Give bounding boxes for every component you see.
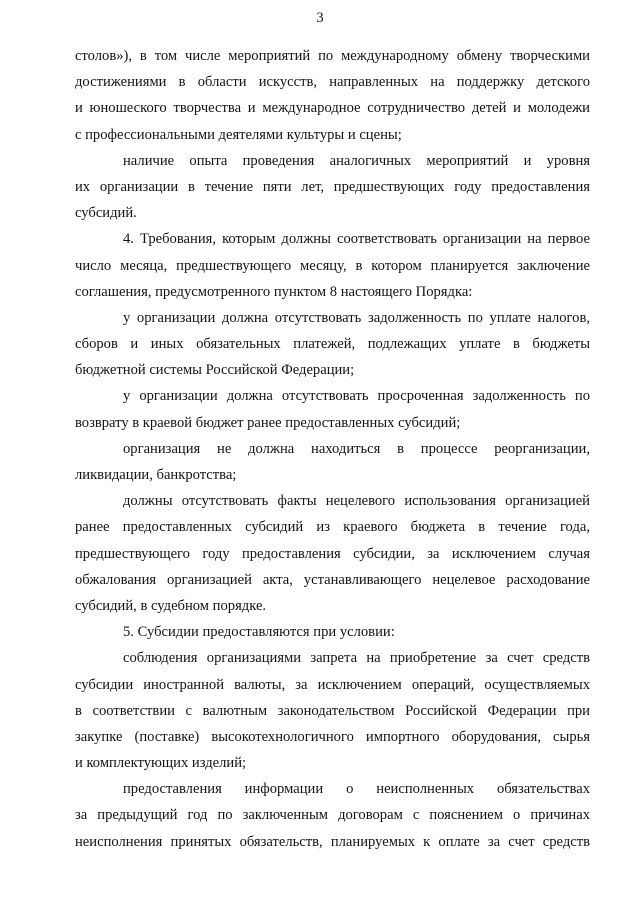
paragraph (75, 305, 590, 384)
text-line: сборов и иных обязательных платежей, подлежащих уплате в бюджеты (75, 336, 590, 353)
paragraph (75, 776, 590, 855)
text-line: 5. Субсидии предоставляются при условии: (123, 624, 395, 641)
text-line: ликвидации, банкротства; (75, 467, 237, 483)
paragraph (75, 488, 590, 619)
text-line: с профессиональными деятелями культуры и сцены; (75, 126, 402, 143)
text-line: и юношеского творчества и международное сотрудничество детей и молодежи (75, 100, 590, 117)
text-line: обжалования организацией акта, устанавливающего нецелевое расходование (75, 571, 590, 588)
text-line: предшествующего году предоставления субсидии, за исключением случая (75, 545, 590, 562)
text-line: организация не должна находиться в процессе реорганизации, (123, 440, 590, 457)
text-line: столов»), в том числе мероприятий по международному обмену творческими (75, 48, 590, 64)
text-line: достижениями в области искусств, направленных на поддержку детского (75, 74, 590, 91)
paragraph (75, 148, 590, 227)
text-line: субсидии иностранной валюты, за исключением операций, осуществляемых (75, 676, 590, 693)
paragraph (75, 383, 590, 435)
text-line: закупке (поставке) высокотехнологичного импортного оборудования, сырья (75, 728, 590, 745)
text-line: возврату в краевой бюджет ранее предоставленных субсидий; (75, 414, 461, 431)
page-number: 3 (316, 10, 324, 26)
text-line: соблюдения организациями запрета на приобретение за счет средств (123, 650, 590, 667)
text-line: ранее предоставленных субсидий из краевого бюджета в течение года, (75, 519, 590, 536)
paragraph (75, 645, 590, 776)
text-line: соглашения, предусмотренного пунктом 8 настоящего Порядка: (75, 283, 473, 300)
text-line: субсидий, в судебном порядке. (75, 597, 267, 614)
text-line: число месяца, предшествующего месяцу, в котором планируется заключение (75, 257, 590, 274)
text-line: предоставления информации о неисполненных обязательствах (123, 781, 590, 798)
text-line: и комплектующих изделий; (75, 755, 247, 772)
text-line: должны отсутствовать факты нецелевого использования организацией (123, 493, 590, 510)
text-line: неисполнения принятых обязательств, планируемых к оплате за счет средств (75, 833, 590, 850)
document-body (75, 43, 590, 855)
text-line: у организации должна отсутствовать просроченная задолженность по (123, 388, 590, 405)
text-line: наличие опыта проведения аналогичных мероприятий и уровня (123, 152, 590, 169)
text-line: у организации должна отсутствовать задолженность по уплате налогов, (123, 309, 590, 326)
paragraph (75, 43, 590, 148)
text-line: их организации в течение пяти лет, предшествующих году предоставления (75, 178, 590, 195)
paragraph (75, 226, 590, 305)
text-line: в соответствии с валютным законодательством Российской Федерации при (75, 702, 590, 719)
text-line: за предыдущий год по заключенным договорам с пояснением о причинах (75, 807, 590, 824)
paragraph (75, 436, 590, 488)
paragraph (75, 619, 590, 645)
text-line: бюджетной системы Российской Федерации; (75, 362, 355, 379)
text-line: субсидий. (75, 205, 137, 222)
text-line: 4. Требования, которым должны соответствовать организации на первое (123, 231, 590, 248)
